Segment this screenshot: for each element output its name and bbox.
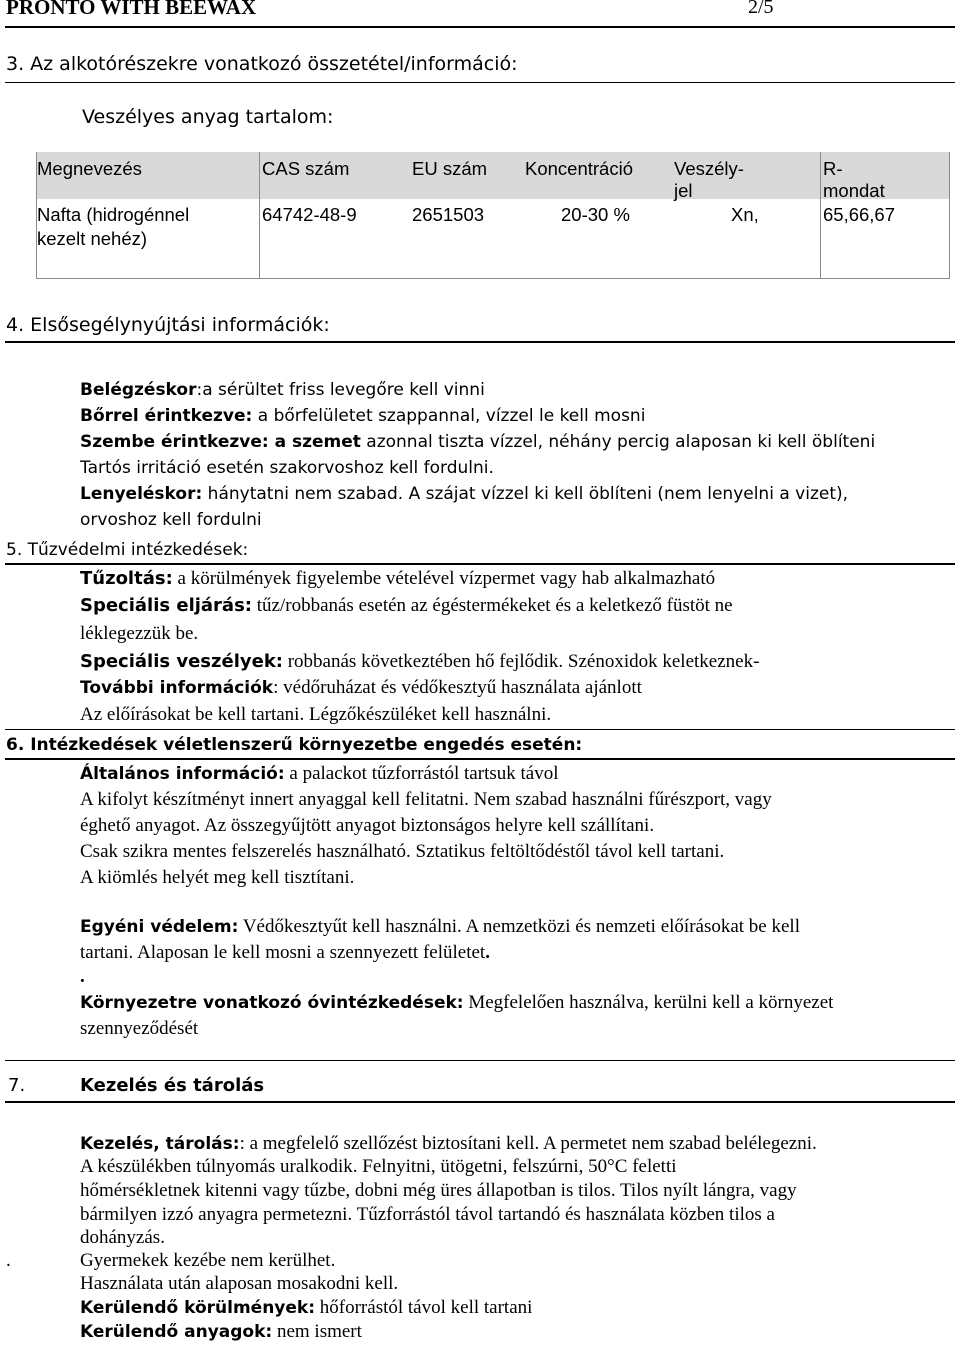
conditions-to-avoid: [80, 1297, 532, 1319]
handling-line-2: A készülékben túlnyomás uralkodik. Felnyitni, ütögetni, felszúrni, 50°C feletti: [80, 1156, 677, 1177]
stray-dot-2: .: [6, 1250, 11, 1271]
release-general: [80, 763, 558, 785]
fire-further-info: [80, 677, 642, 699]
label-further-info: További információk: [80, 678, 274, 698]
header-rule: [5, 26, 955, 28]
fire-special-procedure-2: léklegezzük be.: [80, 623, 199, 644]
handling-line-4: bármilyen izzó anyagra permetezni. Tűzforrástól távol tartandó és használata közben tilos a: [80, 1204, 775, 1225]
personal-protection: [80, 916, 800, 938]
first-aid-inhalation: [80, 380, 485, 400]
text-inhalation: :a sérültet friss levegőre kell vinni: [196, 380, 485, 400]
table-header-row: [37, 152, 949, 199]
section-6-heading: 6. Intézkedések véletlenszerű környezetbe engedés esetén:: [6, 735, 583, 755]
handling-line-5: dohányzás.: [80, 1227, 165, 1248]
label-environmental: Környezetre vonatkozó óvintézkedések:: [80, 993, 464, 1013]
text-eyes: azonnal tiszta vízzel, néhány percig alaposan ki kell öblíteni: [360, 432, 876, 452]
stray-dot: .: [80, 966, 85, 987]
section-6-top-rule: [5, 729, 955, 730]
col-header-r-2: mondat: [823, 180, 885, 201]
text-extinguishing: a körülmények figyelembe vételével vízpermet vagy hab alkalmazható: [172, 568, 716, 589]
section-7-heading: Kezelés és tárolás: [80, 1075, 265, 1096]
handling-line-3: hőmérsékletnek kitenni vagy tűzbe, dobni még üres állapotban is tilos. Tilos nyílt lángra, vagy: [80, 1180, 797, 1201]
section-3-heading: 3. Az alkotórészekre vonatkozó összetétel/információ:: [6, 53, 518, 75]
release-line-5: A kiömlés helyét meg kell tisztítani.: [80, 867, 355, 888]
personal-protection-2: [80, 942, 490, 964]
environmental-precautions: [80, 992, 833, 1014]
label-conditions-to-avoid: Kerülendő körülmények:: [80, 1298, 316, 1318]
text-personal-protection: Védőkesztyűt kell használni. A nemzetközi és nemzeti előírásokat be kell: [238, 916, 800, 937]
text-personal-protection-2: tartani. Alaposan le kell mosni a szennyezett felületet: [80, 942, 486, 963]
environmental-precautions-2: szennyeződését: [80, 1018, 199, 1039]
section-4-heading: 4. Elsősegélynyújtási információk:: [6, 314, 330, 336]
label-ingestion: Lenyeléskor:: [80, 484, 203, 504]
document-title: PRONTO WITH BEEWAX: [6, 0, 257, 19]
composition-table: [36, 152, 950, 279]
cell-cas: 64742-48-9: [262, 204, 357, 225]
release-line-4: Csak szikra mentes felszerelés használható. Sztatikus feltöltődéstől távol kell tartani.: [80, 841, 725, 862]
handling-children: Gyermekek kezébe nem kerülhet.: [80, 1250, 336, 1271]
text-special-hazards: robbanás következtében hő fejlődik. Szénoxidok keletkeznek-: [282, 651, 760, 672]
text-materials-to-avoid: nem ismert: [272, 1321, 362, 1342]
section-7-top-rule: [5, 1060, 955, 1061]
handling-storage: [80, 1133, 817, 1155]
table-divider: [259, 152, 260, 278]
cell-name: Nafta (hidrogénnel: [37, 204, 190, 225]
col-header-r: R-: [823, 158, 843, 179]
col-header-eu: EU szám: [412, 158, 488, 179]
first-aid-irritation: Tartós irritáció esetén szakorvoshoz kell fordulni.: [80, 458, 494, 478]
page-number: 2/5: [748, 0, 774, 18]
section-5-heading: 5. Tűzvédelmi intézkedések:: [6, 540, 249, 560]
section-7-number: 7.: [8, 1075, 26, 1096]
text-special-procedure: tűz/robbanás esetén az égéstermékeket és a keletkező füstöt ne: [252, 595, 733, 616]
first-aid-eyes: [80, 432, 875, 452]
col-header-cas: CAS szám: [262, 158, 350, 179]
cell-r-phrases: 65,66,67: [823, 204, 896, 225]
col-header-symbol: Veszély-: [674, 158, 744, 179]
cell-name-2: kezelt nehéz): [37, 228, 148, 249]
label-inhalation: Belégzéskor: [80, 380, 197, 400]
text-handling-storage: : a megfelelő szellőzést biztosítani kell. A permetet nem szabad belélegezni.: [239, 1133, 817, 1154]
handling-washing: Használata után alaposan mosakodni kell.: [80, 1273, 399, 1294]
text-further-info: : védőruházat és védőkesztyű használata ajánlott: [273, 677, 642, 698]
hazardous-content-label: Veszélyes anyag tartalom:: [82, 106, 334, 128]
label-skin: Bőrrel érintkezve:: [80, 406, 253, 426]
col-header-symbol-2: jel: [674, 180, 693, 201]
cell-symbol: Xn,: [731, 204, 759, 225]
label-personal-protection: Egyéni védelem:: [80, 917, 239, 937]
label-special-procedure: Speciális eljárás:: [80, 595, 252, 616]
label-extinguishing: Tűzoltás:: [80, 568, 173, 589]
section-4-rule: [5, 341, 955, 343]
label-materials-to-avoid: Kerülendő anyagok:: [80, 1322, 273, 1342]
label-general: Általános információ:: [80, 764, 285, 784]
text-general: a palackot tűzforrástól tartsuk távol: [284, 763, 559, 784]
col-header-name: Megnevezés: [37, 158, 142, 179]
first-aid-ingestion-2: orvoshoz kell fordulni: [80, 510, 262, 530]
materials-to-avoid: [80, 1321, 362, 1343]
text-environmental: Megfelelően használva, kerülni kell a környezet: [463, 992, 834, 1013]
section-7-rule: [5, 1101, 955, 1103]
text-ingestion: hánytatni nem szabad.: [202, 484, 409, 504]
label-handling-storage: Kezelés, tárolás:: [80, 1134, 240, 1154]
release-line-3: éghető anyagot. Az összegyűjtött anyagot biztonságos helyre kell szállítani.: [80, 815, 655, 836]
fire-special-hazards: [80, 651, 759, 673]
first-aid-ingestion: [80, 484, 848, 504]
table-divider: [820, 152, 821, 278]
text-conditions-to-avoid: hőforrástól távol kell tartani: [315, 1297, 533, 1318]
first-aid-skin: [80, 406, 645, 426]
label-special-hazards: Speciális veszélyek:: [80, 651, 283, 672]
section-6-rule: [5, 758, 955, 760]
cell-concentration: 20-30 %: [561, 204, 630, 225]
label-eyes: Szembe érintkezve: a szemet: [80, 432, 361, 452]
fire-regulations: Az előírásokat be kell tartani. Légzőkészüléket kell használni.: [80, 704, 552, 725]
period-mark: .: [485, 942, 490, 963]
col-header-concentration: Koncentráció: [525, 158, 633, 179]
cell-eu: 2651503: [412, 204, 485, 225]
text-ingestion-2: A szájat vízzel ki kell öblíteni (nem lenyelni a vizet),: [408, 484, 849, 504]
fire-extinguishing: [80, 568, 715, 590]
fire-special-procedure: [80, 595, 733, 617]
text-skin: a bőrfelületet szappannal, vízzel le kell mosni: [252, 406, 646, 426]
release-line-2: A kifolyt készítményt innert anyaggal kell felitatni. Nem szabad használni fűrészport, vagy: [80, 789, 772, 810]
section-3-rule: [5, 82, 955, 83]
section-5-rule: [5, 563, 955, 565]
